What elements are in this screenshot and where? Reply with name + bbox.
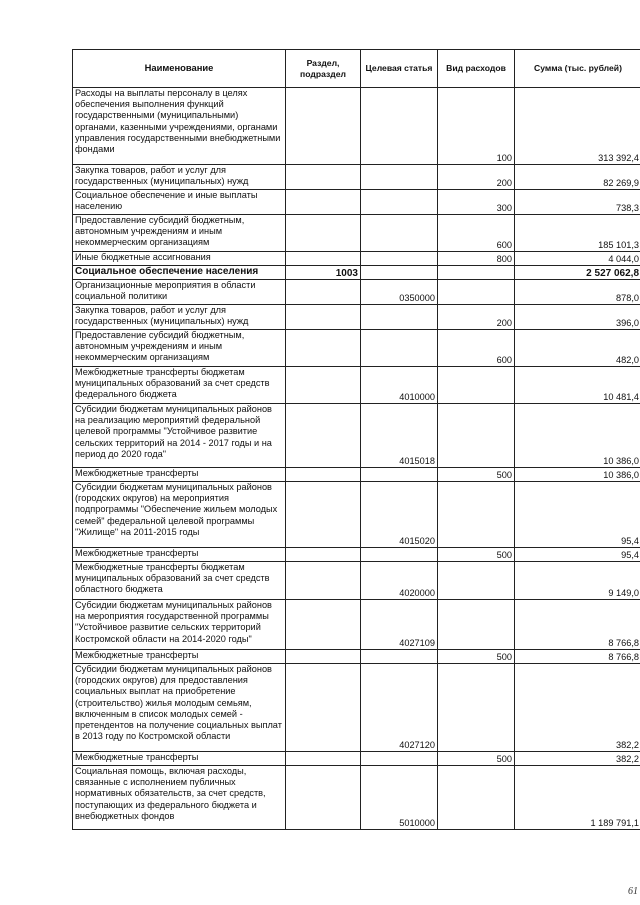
row-type	[438, 280, 515, 305]
row-sum: 185 101,3	[515, 215, 640, 252]
row-target: 4015018	[361, 404, 438, 468]
row-target	[361, 330, 438, 367]
row-sum: 1 189 791,1	[515, 766, 640, 830]
table-row	[73, 664, 640, 752]
row-target	[361, 165, 438, 190]
row-type: 800	[438, 252, 515, 266]
row-section	[286, 280, 361, 305]
table-row	[73, 468, 640, 482]
row-name: Субсидии бюджетам муниципальных районов на мероприятия государственной программы "Устойчивое развитие сельских территорий Костромской области на 2014-2020 годы"	[73, 600, 286, 650]
row-sum: 10 386,0	[515, 404, 640, 468]
row-sum: 878,0	[515, 280, 640, 305]
table-row	[73, 215, 640, 252]
row-target	[361, 252, 438, 266]
row-sum: 4 044,0	[515, 252, 640, 266]
table-row	[73, 165, 640, 190]
row-name: Организационные мероприятия в области социальной политики	[73, 280, 286, 305]
table-row	[73, 305, 640, 330]
row-target	[361, 215, 438, 252]
row-target: 4027109	[361, 600, 438, 650]
table-row	[73, 600, 640, 650]
row-section	[286, 482, 361, 548]
row-type	[438, 766, 515, 830]
row-target: 4020000	[361, 562, 438, 600]
row-target: 4027120	[361, 664, 438, 752]
row-type: 300	[438, 190, 515, 215]
row-sum: 8 766,8	[515, 650, 640, 664]
row-target	[361, 468, 438, 482]
row-section	[286, 165, 361, 190]
table-row	[73, 752, 640, 766]
row-section	[286, 468, 361, 482]
row-name: Социальная помощь, включая расходы, связанные с исполнением публичных нормативных обязательств, за счет средств, поступающих из федерального бюджета и внебюджетных фондов	[73, 766, 286, 830]
row-section: 1003	[286, 266, 361, 280]
row-type	[438, 266, 515, 280]
row-sum: 313 392,4	[515, 88, 640, 165]
row-sum: 482,0	[515, 330, 640, 367]
row-name: Социальное обеспечение и иные выплаты населению	[73, 190, 286, 215]
row-type	[438, 600, 515, 650]
header-sum: Сумма (тыс. рублей)	[515, 50, 640, 88]
row-name: Субсидии бюджетам муниципальных районов на реализацию мероприятий федеральной целевой программы "Устойчивое развитие сельских территорий на 2014 - 2017 годы и на период до 2020 года"	[73, 404, 286, 468]
row-sum: 10 481,4	[515, 367, 640, 404]
row-name: Расходы на выплаты персоналу в целях обеспечения выполнения функций государственными (муниципальными) органами, казенными учреждениями, органами управления государственными внебюджетными фондами	[73, 88, 286, 165]
header-type: Вид расходов	[438, 50, 515, 88]
row-section	[286, 752, 361, 766]
row-sum: 9 149,0	[515, 562, 640, 600]
row-name: Межбюджетные трансферты	[73, 468, 286, 482]
row-name: Социальное обеспечение населения	[73, 266, 286, 280]
row-type: 200	[438, 305, 515, 330]
row-section	[286, 600, 361, 650]
row-sum: 10 386,0	[515, 468, 640, 482]
row-type: 600	[438, 330, 515, 367]
row-name: Субсидии бюджетам муниципальных районов (городских округов) на мероприятия подпрограммы "Обеспечение жильем молодых семей" федеральной целевой программы "Жилище" на 2011-2015 годы	[73, 482, 286, 548]
row-type: 100	[438, 88, 515, 165]
row-section	[286, 215, 361, 252]
row-name: Предоставление субсидий бюджетным, автономным учреждениям и иным некоммерческим организациям	[73, 215, 286, 252]
row-target	[361, 190, 438, 215]
row-sum: 2 527 062,8	[515, 266, 640, 280]
row-section	[286, 367, 361, 404]
row-type	[438, 367, 515, 404]
row-name: Межбюджетные трансферты	[73, 548, 286, 562]
table-row	[73, 252, 640, 266]
row-section	[286, 88, 361, 165]
row-target	[361, 548, 438, 562]
row-name: Иные бюджетные ассигнования	[73, 252, 286, 266]
row-section	[286, 252, 361, 266]
table-row	[73, 650, 640, 664]
row-sum: 82 269,9	[515, 165, 640, 190]
row-target: 4010000	[361, 367, 438, 404]
header-row	[73, 50, 640, 88]
row-section	[286, 766, 361, 830]
row-name: Межбюджетные трансферты бюджетам муниципальных образований за счет средств федерального бюджета	[73, 367, 286, 404]
row-target	[361, 305, 438, 330]
row-section	[286, 404, 361, 468]
row-name: Закупка товаров, работ и услуг для государственных (муниципальных) нужд	[73, 165, 286, 190]
header-target: Целевая статья	[361, 50, 438, 88]
row-name: Субсидии бюджетам муниципальных районов (городских округов) для предоставления социальных выплат на приобретение (строительство) жилья молодым семьям, включенным в список молодых семей - претендентов на получение социальных выплат в 2013 году по Костромской области	[73, 664, 286, 752]
row-target	[361, 266, 438, 280]
row-sum: 95,4	[515, 548, 640, 562]
table-row	[73, 404, 640, 468]
table-row	[73, 482, 640, 548]
row-target	[361, 88, 438, 165]
header-section: Раздел, подраздел	[286, 50, 361, 88]
row-sum: 382,2	[515, 752, 640, 766]
row-sum: 396,0	[515, 305, 640, 330]
row-type	[438, 404, 515, 468]
row-target	[361, 650, 438, 664]
row-section	[286, 664, 361, 752]
row-section	[286, 305, 361, 330]
row-sum: 382,2	[515, 664, 640, 752]
page-number: 61	[628, 886, 638, 897]
row-target	[361, 752, 438, 766]
row-section	[286, 562, 361, 600]
budget-table	[72, 49, 640, 830]
row-name: Межбюджетные трансферты	[73, 752, 286, 766]
row-type	[438, 482, 515, 548]
row-type: 500	[438, 650, 515, 664]
row-type	[438, 562, 515, 600]
row-section	[286, 548, 361, 562]
header-name: Наименование	[73, 50, 286, 88]
row-sum: 738,3	[515, 190, 640, 215]
row-type	[438, 664, 515, 752]
row-name: Межбюджетные трансферты бюджетам муниципальных образований за счет средств областного бюджета	[73, 562, 286, 600]
table-row	[73, 562, 640, 600]
row-name: Закупка товаров, работ и услуг для государственных (муниципальных) нужд	[73, 305, 286, 330]
row-section	[286, 330, 361, 367]
table-row	[73, 367, 640, 404]
table-row	[73, 330, 640, 367]
row-type: 200	[438, 165, 515, 190]
row-target: 4015020	[361, 482, 438, 548]
row-section	[286, 650, 361, 664]
table-row	[73, 548, 640, 562]
row-target: 0350000	[361, 280, 438, 305]
table-row	[73, 88, 640, 165]
table-row	[73, 280, 640, 305]
row-target: 5010000	[361, 766, 438, 830]
row-type: 500	[438, 548, 515, 562]
row-sum: 8 766,8	[515, 600, 640, 650]
row-type: 500	[438, 752, 515, 766]
row-name: Межбюджетные трансферты	[73, 650, 286, 664]
row-name: Предоставление субсидий бюджетным, автономным учреждениям и иным некоммерческим организациям	[73, 330, 286, 367]
table-row-subtotal	[73, 266, 640, 280]
row-sum: 95,4	[515, 482, 640, 548]
table-row	[73, 190, 640, 215]
row-section	[286, 190, 361, 215]
row-type: 600	[438, 215, 515, 252]
table-row	[73, 766, 640, 830]
row-type: 500	[438, 468, 515, 482]
